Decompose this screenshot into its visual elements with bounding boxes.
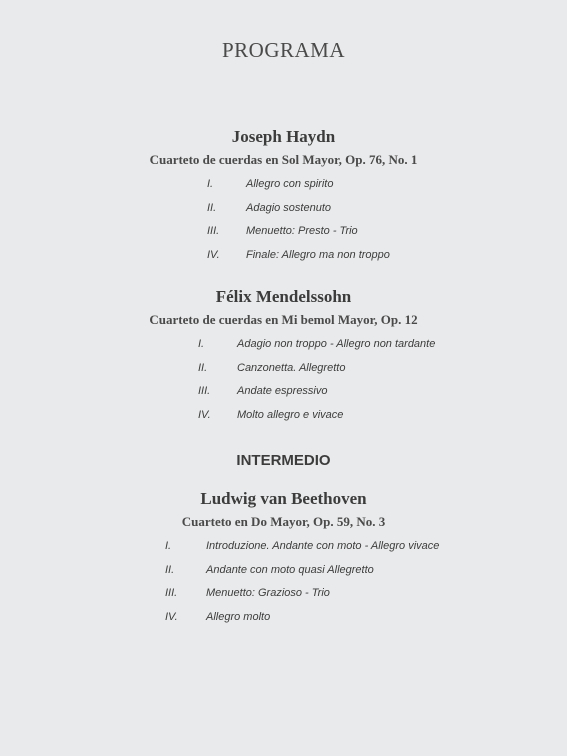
movement-title: Andate espressivo bbox=[237, 385, 328, 397]
work-title: Cuarteto de cuerdas en Sol Mayor, Op. 76, No. 1 bbox=[149, 152, 418, 167]
movement-item bbox=[0, 202, 567, 226]
movement-title: Allegro con spirito bbox=[246, 178, 334, 190]
movement-item bbox=[0, 587, 567, 611]
movement-number: III. bbox=[165, 587, 178, 599]
movement-title: Adagio sostenuto bbox=[246, 201, 332, 214]
movement-item bbox=[0, 178, 567, 202]
movement-number: IV. bbox=[207, 248, 220, 261]
movement-number: III. bbox=[207, 225, 220, 237]
intermission-heading: INTERMEDIO bbox=[236, 452, 331, 469]
movement-title: Menuetto: Presto - Trio bbox=[246, 225, 358, 237]
movement-title: Introduzione. Andante con moto - Allegro vivace bbox=[206, 540, 440, 552]
movement-item bbox=[0, 362, 567, 386]
movement-item bbox=[0, 385, 567, 409]
composer-name: Joseph Haydn bbox=[231, 127, 336, 146]
movement-list bbox=[0, 338, 567, 432]
work-title: Cuarteto de cuerdas en Mi bemol Mayor, Op. 12 bbox=[149, 312, 418, 327]
movement-number: II. bbox=[198, 361, 208, 374]
piece-beethoven bbox=[0, 489, 567, 634]
movement-number: IV. bbox=[198, 408, 211, 421]
movement-title: Finale: Allegro ma non troppo bbox=[246, 248, 390, 261]
movement-item bbox=[0, 564, 567, 588]
movement-item bbox=[0, 611, 567, 635]
movement-list bbox=[0, 178, 567, 272]
work-title: Cuarteto en Do Mayor, Op. 59, No. 3 bbox=[181, 514, 386, 529]
movement-number: I. bbox=[165, 540, 172, 552]
movement-title: Canzonetta. Allegretto bbox=[237, 361, 346, 374]
movement-number: II. bbox=[207, 201, 217, 214]
movement-title: Menuetto: Grazioso - Trio bbox=[206, 587, 330, 599]
movement-title: Andante con moto quasi Allegretto bbox=[206, 563, 374, 576]
composer-name: Ludwig van Beethoven bbox=[200, 489, 367, 508]
page-title: PROGRAMA bbox=[221, 38, 346, 62]
movement-item bbox=[0, 249, 567, 273]
movement-title: Allegro molto bbox=[206, 610, 271, 623]
movement-number: IV. bbox=[165, 610, 178, 623]
movement-title: Molto allegro e vivace bbox=[237, 408, 344, 421]
movement-number: II. bbox=[165, 563, 175, 576]
movement-item bbox=[0, 225, 567, 249]
movement-number: I. bbox=[198, 338, 205, 350]
movement-item bbox=[0, 409, 567, 433]
movement-title: Adagio non troppo - Allegro non tardante bbox=[237, 338, 436, 350]
movement-list bbox=[0, 540, 567, 634]
movement-number: I. bbox=[207, 178, 214, 190]
movement-item bbox=[0, 540, 567, 564]
movement-item bbox=[0, 338, 567, 362]
movement-number: III. bbox=[198, 385, 211, 397]
piece-haydn bbox=[0, 127, 567, 272]
piece-mendelssohn bbox=[0, 287, 567, 432]
composer-name: Félix Mendelssohn bbox=[215, 287, 352, 306]
